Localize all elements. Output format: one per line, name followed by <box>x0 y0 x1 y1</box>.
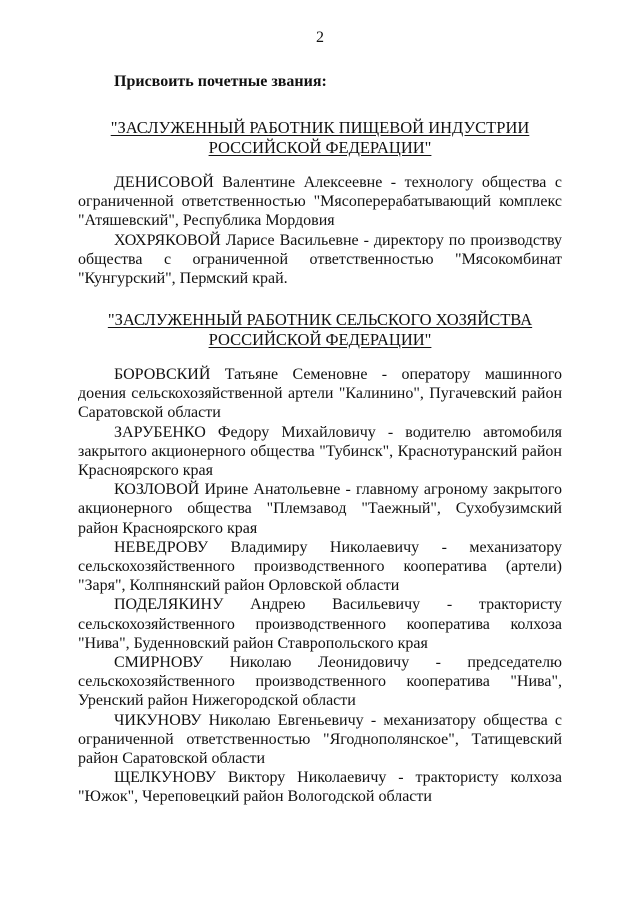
section-title-line: "ЗАСЛУЖЕННЫЙ РАБОТНИК СЕЛЬСКОГО ХОЗЯЙСТВА <box>107 310 533 329</box>
award-entry: БОРОВСКИЙ Татьяне Семеновне - оператору машинного доения сельскохозяйственной артели "Калинино", Пугачевский район Саратовской области <box>78 366 562 422</box>
award-entry: ДЕНИСОВОЙ Валентине Алексеевне - технологу общества с ограниченной ответственностью "Мясоперерабатывающий комплекс "Атяшевский", Республика Мордовия <box>78 174 562 230</box>
award-entry: ПОДЕЛЯКИНУ Андрею Васильевичу - трактористу сельскохозяйственного производственного кооператива колхоза "Нива", Буденновский район Ставропольского края <box>78 596 562 652</box>
section-title-agriculture <box>78 310 562 350</box>
award-entry: НЕВЕДРОВУ Владимиру Николаевичу - механизатору сельскохозяйственного производственного кооператива (артели) "Заря", Колпнянский район Орловской области <box>78 538 562 595</box>
award-entry: ЗАРУБЕНКО Федору Михайловичу - водителю автомобиля закрытого акционерного общества "Тубинск", Краснотуранский район Красноярского края <box>78 423 562 480</box>
section-title-line: РОССИЙСКОЙ ФЕДЕРАЦИИ" <box>208 330 432 349</box>
award-heading: Присвоить почетные звания: <box>114 73 327 90</box>
section-entries-food-industry <box>78 173 562 288</box>
section-title-line: "ЗАСЛУЖЕННЫЙ РАБОТНИК ПИЩЕВОЙ ИНДУСТРИИ <box>110 118 530 137</box>
page-number: 2 <box>316 29 324 46</box>
award-entry: ХОХРЯКОВОЙ Ларисе Васильевне - директору по производству общества с ограниченной ответственностью "Мясокомбинат "Кунгурский", Пермский край. <box>78 231 562 288</box>
section-entries-agriculture <box>78 365 562 807</box>
award-entry: ЩЕЛКУНОВУ Виктору Николаевичу - трактористу колхоза "Южок", Череповецкий район Вологодской области <box>78 769 562 806</box>
section-title-food-industry <box>78 118 562 158</box>
section-title-line: РОССИЙСКОЙ ФЕДЕРАЦИИ" <box>208 138 432 157</box>
award-entry: СМИРНОВУ Николаю Леонидовичу - председателю сельскохозяйственного производственного кооператива "Нива", Уренский район Нижегородской области <box>78 654 562 710</box>
award-entry: КОЗЛОВОЙ Ирине Анатольевне - главному агроному закрытого акционерного общества "Племзавод "Таежный", Сухобузимский район Красноярского края <box>78 481 562 537</box>
award-entry: ЧИКУНОВУ Николаю Евгеньевичу - механизатору общества с ограниченной ответственностью "Ягоднополянское", Татищевский район Саратовской области <box>78 711 562 768</box>
